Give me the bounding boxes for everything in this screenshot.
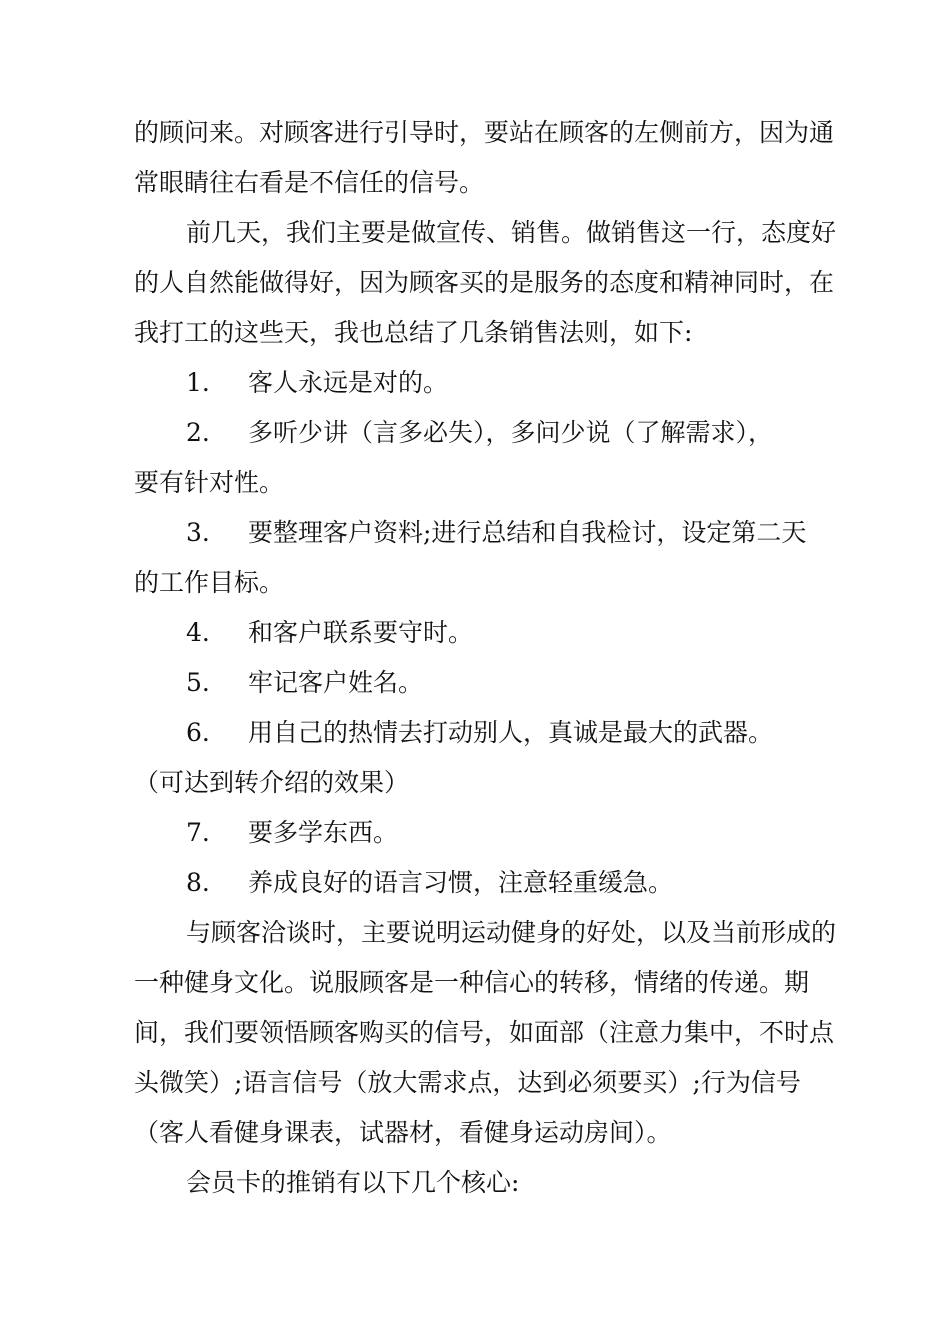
rule-item-4 <box>134 608 836 658</box>
rule-number: 7. <box>186 818 210 847</box>
paragraph-negotiation: 与顾客洽谈时，主要说明运动健身的好处，以及当前形成的一种健身文化。说服顾客是一种信心的转移，情绪的传递。期间，我们要领悟顾客购买的信号，如面部（注意力集中，不时点头微笑）;语言信号（放大需求点，达到必须要买）;行为信号（客人看健身课表，试器材，看健身运动房间）。 <box>134 918 837 1147</box>
rule-item-3 <box>134 508 836 558</box>
document-body <box>134 108 836 1208</box>
rule-text: 养成良好的语言习惯，注意轻重缓急。 <box>248 868 674 897</box>
rule-number: 6. <box>186 718 210 747</box>
rule-text: 用自己的热情去打动别人，真诚是最大的武器。 <box>248 718 774 747</box>
rule-number: 1. <box>186 368 210 397</box>
rule-item-8 <box>134 858 836 908</box>
rule-number: 4. <box>186 618 210 647</box>
rule-item-1 <box>134 358 836 408</box>
rule-text: 要整理客户资料;进行总结和自我检讨，设定第二天 <box>248 518 807 547</box>
rule-continuation: 的工作目标。 <box>134 568 285 597</box>
rule-continuation: 要有针对性。 <box>134 468 285 497</box>
rule-number: 2. <box>186 418 210 447</box>
paragraph-sales-summary: 前几天，我们主要是做宣传、销售。做销售这一行，态度好的人自然能做得好，因为顾客买的是服务的态度和精神同时，在我打工的这些天，我也总结了几条销售法则，如下: <box>134 218 837 347</box>
rule-item-7 <box>134 808 836 858</box>
rule-text: 要多学东西。 <box>248 818 399 847</box>
rule-item-5 <box>134 658 836 708</box>
rule-text: 多听少讲（言多必失），多问少说（了解需求）， <box>248 418 774 447</box>
rule-number: 3. <box>186 518 210 547</box>
rule-continuation: （可达到转介绍的效果） <box>134 768 410 797</box>
rule-item-6 <box>134 708 836 758</box>
rule-number: 8. <box>186 868 210 897</box>
rule-text: 客人永远是对的。 <box>248 368 449 397</box>
rule-number: 5. <box>186 668 210 697</box>
rule-text: 牢记客户姓名。 <box>248 668 424 697</box>
paragraph-membership-card: 会员卡的推销有以下几个核心: <box>186 1168 520 1197</box>
rule-text: 和客户联系要守时。 <box>248 618 474 647</box>
rule-item-2 <box>134 408 836 458</box>
paragraph-intro-continuation: 的顾问来。对顾客进行引导时，要站在顾客的左侧前方，因为通常眼睛往右看是不信任的信号。 <box>134 118 835 197</box>
